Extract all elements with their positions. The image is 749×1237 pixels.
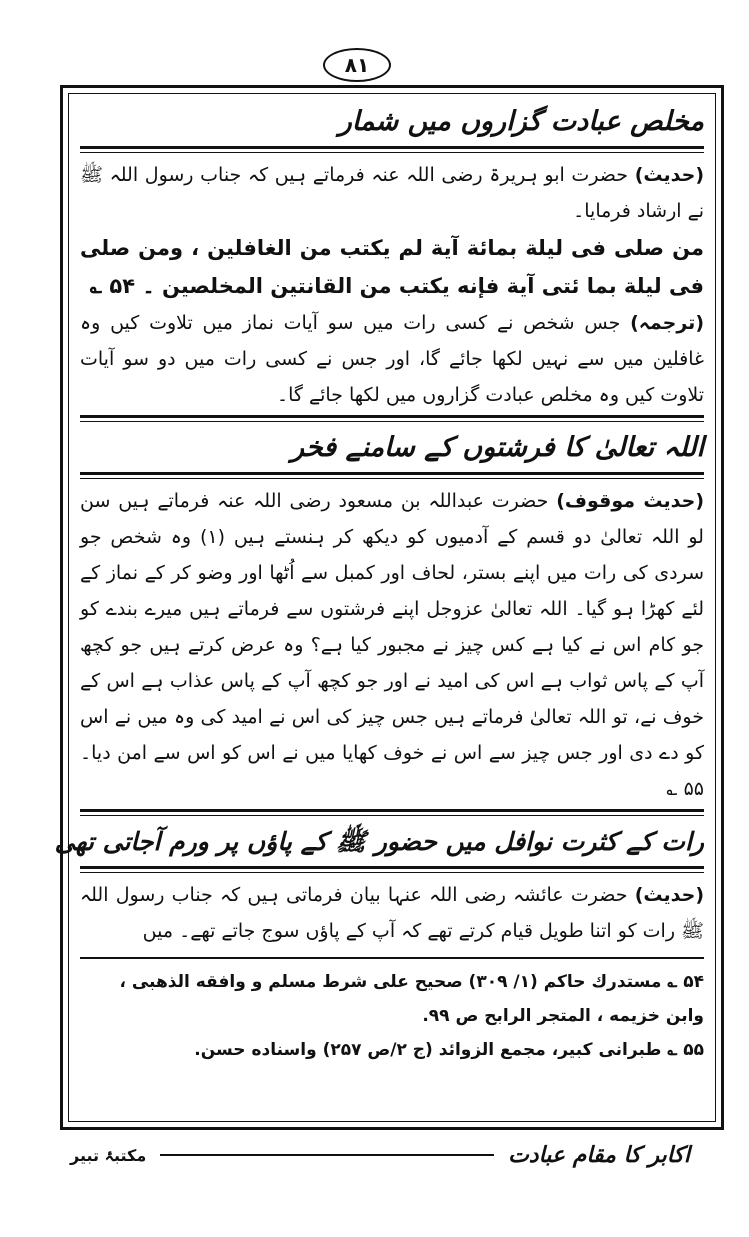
section-heading-3: رات کے کثرت نوافل میں حضور ﷺ کے پاؤں پر ورم آجاتی تھی [54, 827, 704, 856]
section-heading-1: مخلص عبادت گزاروں میں شمار [338, 106, 704, 137]
page-footer [70, 1135, 690, 1175]
hadith-label: ( حدیث ) [635, 884, 704, 906]
page-content [54, 100, 704, 1067]
heading-divider [80, 415, 704, 422]
hadith-label: ( حدیث موقوف ) [556, 490, 704, 512]
heading-divider [80, 866, 704, 873]
hadith-text: حضرت عبداللہ بن مسعود رضی اللہ عنہ فرماتے ہیں سن لو اللہ تعالیٰ دو قسم کے آدمیوں کو دیکھ کر ہنستے ہیں (۱) وہ شخص جو سردی کی رات میں اپنے بستر، لحاف اور کمبل سے اُٹھا اور وضو کر کے نماز کے لئے کھڑا ہو گیا۔ اللہ تعالیٰ عزوجل اپنے فرشتوں سے فرماتے ہیں میرے بندے کو جو کام اس نے کیا ہے کس چیز نے مجبور کیا ہے؟ وہ عرض کرتے ہیں جو کچھ آپ کے پاس ثواب ہے اس کی امید نے اور جو کچھ آپ کے پاس عذاب ہے اس کے خوف نے، تو اللہ تعالیٰ فرماتے ہیں جس چیز کی اس نے امید کی وہ میں نے اس کو دے دی اور جس چیز سے اس نے خوف کھایا میں نے اس کو اس سے امن دیا۔ ۵۵ ؎ [80, 490, 704, 800]
page-number: ٨١ [323, 48, 391, 82]
hadith-label: ( حدیث ) [635, 164, 704, 186]
hadith-text: حضرت ابو ہریرۃ رضی اللہ عنہ فرماتے ہیں کہ جناب رسول اللہ ﷺ نے ارشاد فرمایا۔ [80, 164, 704, 222]
footnote-text: طبرانی کبیر، مجمع الزوائد (ج ۲/ص ۲۵۷) واسناده حسن. [194, 1040, 662, 1060]
hadith-text: حضرت عائشہ رضی اللہ عنہا بیان فرماتی ہیں کہ جناب رسول اللہ ﷺ رات کو اتنا طویل قیام کرتے تھے کہ آپ کے پاؤں سوج جاتے تھے۔ میں [80, 884, 704, 942]
hadith-paragraph-2 [80, 483, 704, 807]
footnote-text: مستدرك حاكم (۱/ ۳۰۹) صحیح علی شرط مسلم و وافقه الذهبی ، وابن خزیمه ، المتجر الرابح ص ۹۹. [119, 972, 704, 1026]
footnote [80, 965, 704, 1033]
publisher-logo: مکتبۂ تبیر [70, 1145, 147, 1165]
translation-paragraph [80, 305, 704, 413]
footnote-number: ۵۵ ؎ [667, 1040, 704, 1060]
footnote [80, 1033, 704, 1067]
footnote-divider [80, 957, 704, 959]
arabic-hadith-text: من صلی فی لیلة بمائة آیة لم یکتب من الغافلین ، ومن صلی فی لیلة بما ئتی آیة فإنه یکتب من القانتین المخلصین ۔ ۵۴ ؎ [80, 236, 704, 298]
footer-book-title: اکابر کا مقام عبادت [508, 1142, 690, 1168]
heading-divider [80, 809, 704, 816]
heading-divider [80, 146, 704, 153]
translation-label: ( ترجمہ ) [630, 312, 704, 334]
translation-text: جس شخص نے کسی رات میں سو آیات نماز میں تلاوت کیں وہ غافلین میں سے نہیں لکھا جائے گا، اور جس نے کسی رات میں دو سو آیات تلاوت کیں وہ مخلص عبادت گزاروں میں لکھا جائے گا۔ [80, 312, 704, 406]
hadith-paragraph-3 [80, 877, 704, 949]
heading-divider [80, 472, 704, 479]
footnote-number: ۵۴ ؎ [667, 972, 704, 992]
hadith-paragraph-1 [80, 157, 704, 229]
footer-rule [160, 1154, 494, 1156]
section-heading-2: اللہ تعالیٰ کا فرشتوں کے سامنے فخر [290, 432, 704, 463]
